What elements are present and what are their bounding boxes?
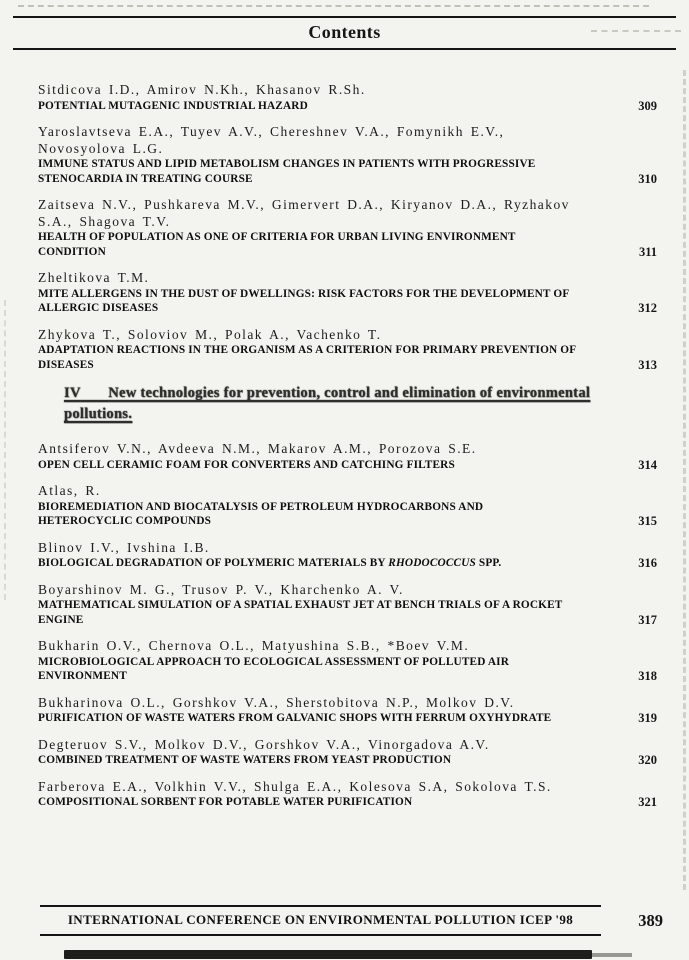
entry-page-number: 321 <box>638 795 657 809</box>
footer-page-number: 389 <box>638 910 663 930</box>
entry-title-text: BIOLOGICAL DEGRADATION OF POLYMERIC MATERIALS BY <box>38 557 389 569</box>
toc-entry <box>38 124 657 186</box>
entry-title: MICROBIOLOGICAL APPROACH TO ECOLOGICAL ASSESSMENT OF POLLUTED AIR ENVIRONMENT <box>38 655 510 682</box>
entry-authors: Sitdicova I.D., Amirov N.Kh., Khasanov R.Sh. <box>38 82 366 97</box>
entry-authors: Zaitseva N.V., Pushkareva M.V., Gimervert D.A., Kiryanov D.A., Ryzhakov S.A., Shagova T.V. <box>38 197 570 229</box>
scan-artifact <box>592 953 632 957</box>
entry-title <box>38 556 501 571</box>
entry-title-row <box>38 598 657 627</box>
header-bottom-rule <box>13 48 676 50</box>
entry-title-row <box>38 556 657 571</box>
entry-page-number: 315 <box>638 514 657 528</box>
section-title: New technologies for prevention, control and elimination of environmental pollutions. <box>64 385 591 422</box>
entry-page-number: 318 <box>638 669 657 683</box>
entry-authors: Yaroslavtseva E.A., Tuyev A.V., Chereshnev V.A., Fomynikh E.V., Novosyolova L.G. <box>38 124 505 156</box>
toc-entry <box>38 695 657 726</box>
table-of-contents <box>38 82 657 821</box>
entry-authors: Blinov I.V., Ivshina I.B. <box>38 539 210 555</box>
entry-authors: Zheltikova T.M. <box>38 270 150 285</box>
entry-title-row <box>38 711 657 726</box>
entry-authors: Atlas, R. <box>38 483 101 498</box>
entry-title: POTENTIAL MUTAGENIC INDUSTRIAL HAZARD <box>38 99 308 112</box>
toc-entry <box>38 638 657 684</box>
entry-page-number: 316 <box>638 556 657 570</box>
entry-title: OPEN CELL CERAMIC FOAM FOR CONVERTERS AND CATCHING FILTERS <box>38 458 455 471</box>
entry-page-number: 309 <box>638 98 657 113</box>
entry-authors: Zhykova T., Soloviov M., Polak A., Vachenko T. <box>38 326 382 342</box>
entry-title-row <box>38 458 657 473</box>
section-heading-iv <box>64 383 604 425</box>
toc-entry <box>38 82 657 113</box>
entry-title-row <box>38 157 657 186</box>
entry-page-number: 314 <box>638 457 657 472</box>
entry-title: COMBINED TREATMENT OF WASTE WATERS FROM YEAST PRODUCTION <box>38 754 452 766</box>
toc-entry <box>38 441 657 472</box>
entry-title: MITE ALLERGENS IN THE DUST OF DWELLINGS: RISK FACTORS FOR THE DEVELOPMENT OF ALLERGIC DISEASES <box>38 287 569 314</box>
entry-title-row <box>38 795 657 810</box>
toc-entry <box>38 737 657 768</box>
entry-title: PURIFICATION OF WASTE WATERS FROM GALVANIC SHOPS WITH FERRUM OXYHYDRATE <box>38 712 552 724</box>
toc-entry <box>38 582 657 628</box>
toc-entry <box>38 197 657 259</box>
footer-conference-title: INTERNATIONAL CONFERENCE ON ENVIRONMENTAL POLLUTION ICEP '98 <box>40 905 601 936</box>
entry-title-row <box>38 287 657 316</box>
entry-page-number: 313 <box>638 357 657 372</box>
page-footer <box>40 905 663 936</box>
scan-artifact <box>18 5 649 7</box>
page-title: Contents <box>308 22 381 42</box>
toc-entry <box>38 327 657 373</box>
entry-page-number: 317 <box>638 612 657 627</box>
entry-page-number: 311 <box>638 244 657 259</box>
entry-title: ADAPTATION REACTIONS IN THE ORGANISM AS A CRITERION FOR PRIMARY PREVENTION OF DISEASES <box>38 344 576 371</box>
scan-artifact <box>4 300 6 600</box>
entry-authors: Bukharin O.V., Chernova O.L., Matyushina S.B., *Boev V.M. <box>38 638 470 653</box>
entry-title-row <box>38 230 657 259</box>
scan-artifact <box>64 950 592 959</box>
entry-page-number: 312 <box>638 301 657 315</box>
entry-title-row <box>38 655 657 684</box>
entry-title: IMMUNE STATUS AND LIPID METABOLISM CHANGES IN PATIENTS WITH PROGRESSIVE STENOCARDIA IN TREATING COURSE <box>38 158 536 185</box>
entry-page-number: 319 <box>638 711 657 725</box>
entry-page-number: 320 <box>638 753 657 767</box>
page-header <box>13 16 676 50</box>
entry-title-text: SPP. <box>475 557 502 569</box>
entry-title-row <box>38 753 657 768</box>
toc-entry <box>38 483 657 529</box>
entry-authors: Degteruov S.V., Molkov D.V., Gorshkov V.A., Vinorgadova A.V. <box>38 736 490 752</box>
entry-page-number: 310 <box>638 171 657 186</box>
toc-entry <box>38 540 657 571</box>
entry-authors: Bukharinova O.L., Gorshkov V.A., Sherstobitova N.P., Molkov D.V. <box>38 694 515 710</box>
section-number: IV <box>64 385 81 401</box>
entry-title: MATHEMATICAL SIMULATION OF A SPATIAL EXHAUST JET AT BENCH TRIALS OF A ROCKET ENGINE <box>38 599 563 626</box>
entry-title-row <box>38 99 657 114</box>
entry-title: COMPOSITIONAL SORBENT FOR POTABLE WATER PURIFICATION <box>38 796 413 808</box>
entry-title: BIOREMEDIATION AND BIOCATALYSIS OF PETROLEUM HYDROCARBONS AND HETEROCYCLIC COMPOUNDS <box>38 500 484 527</box>
entry-authors: Antsiferov V.N., Avdeeva N.M., Makarov A.M., Porozova S.E. <box>38 441 477 456</box>
scan-artifact <box>683 70 686 890</box>
entry-title-row <box>38 500 657 529</box>
entry-title: HEALTH OF POPULATION AS ONE OF CRITERIA FOR URBAN LIVING ENVIRONMENT CONDITION <box>38 231 516 258</box>
entry-title-row <box>38 343 657 372</box>
toc-entry <box>38 270 657 316</box>
italic-genus-name: RHODOCOCCUS <box>388 557 476 569</box>
entry-authors: Farberova E.A., Volkhin V.V., Shulga E.A., Kolesova S.A, Sokolova T.S. <box>38 778 552 794</box>
toc-entry <box>38 779 657 810</box>
entry-authors: Boyarshinov M. G., Trusov P. V., Kharchenko A. V. <box>38 581 404 597</box>
